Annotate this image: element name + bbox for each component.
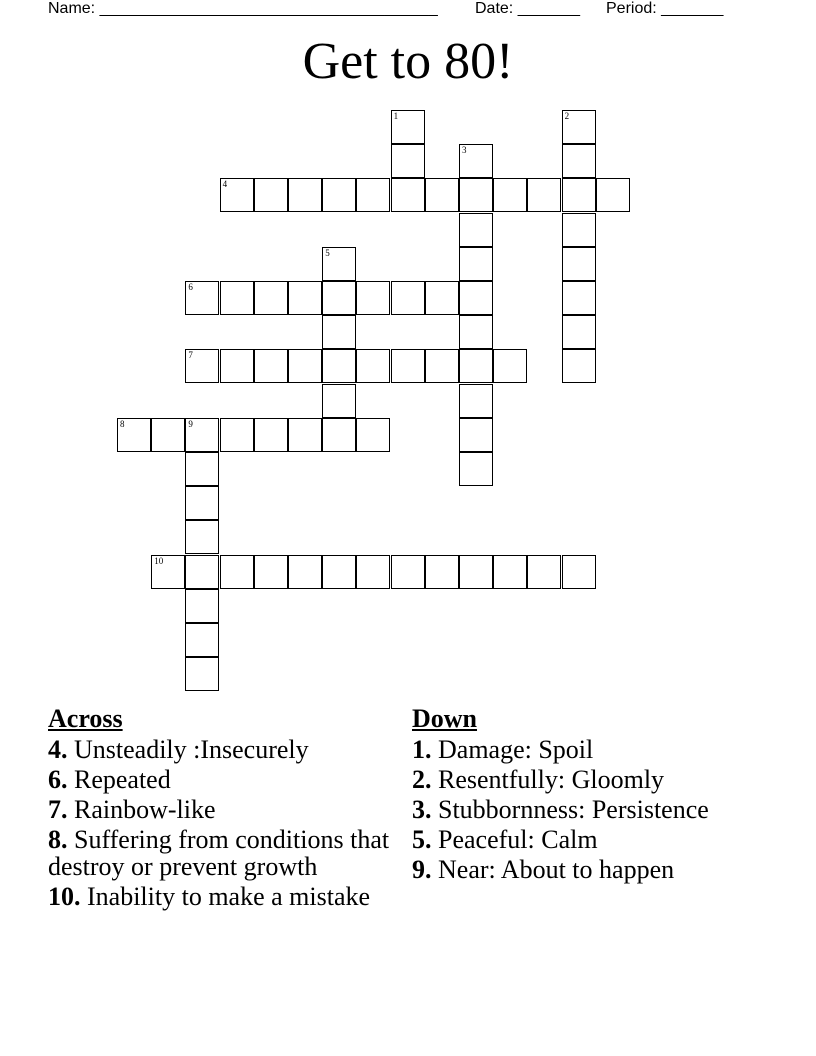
grid-cell[interactable] [185, 657, 219, 691]
grid-cell[interactable] [356, 418, 390, 452]
clue-text: Stubbornness: Persistence [431, 795, 709, 824]
down-clue [412, 796, 772, 823]
grid-cell[interactable] [185, 555, 219, 589]
grid-cell[interactable] [185, 589, 219, 623]
clue-text: Inability to make a mistake [80, 882, 371, 911]
grid-cell[interactable] [220, 418, 254, 452]
down-clue [412, 856, 772, 883]
grid-cell[interactable] [322, 555, 356, 589]
grid-cell[interactable] [459, 178, 493, 212]
grid-cell[interactable] [459, 452, 493, 486]
grid-cell[interactable] [322, 315, 356, 349]
clue-text: Repeated [67, 765, 171, 794]
across-clue [48, 796, 398, 823]
grid-cell[interactable] [562, 213, 596, 247]
grid-cell[interactable] [288, 418, 322, 452]
grid-cell[interactable] [356, 555, 390, 589]
down-heading: Down [412, 704, 478, 733]
grid-cell[interactable] [254, 555, 288, 589]
down-clue [412, 736, 772, 763]
clue-number-label: 8 [120, 418, 125, 429]
across-clue [48, 766, 398, 793]
clue-text: Unsteadily :Insecurely [67, 735, 309, 764]
grid-cell[interactable] [185, 520, 219, 554]
grid-cell[interactable] [562, 349, 596, 383]
clue-number: 10. [48, 882, 81, 911]
across-clues [48, 704, 398, 913]
grid-cell[interactable] [596, 178, 630, 212]
grid-cell[interactable] [562, 315, 596, 349]
grid-cell[interactable] [493, 349, 527, 383]
across-clue [48, 736, 398, 763]
clue-number-label: 4 [222, 179, 228, 190]
grid-cell[interactable] [220, 349, 254, 383]
grid-cell[interactable] [185, 486, 219, 520]
clue-text: Peaceful: Calm [431, 825, 598, 854]
grid-cell[interactable] [391, 144, 425, 178]
page-title: Get to 80! [302, 33, 514, 90]
grid-cell[interactable] [254, 178, 288, 212]
grid-cell[interactable] [459, 418, 493, 452]
grid-cell[interactable] [288, 349, 322, 383]
grid-cell[interactable] [562, 178, 596, 212]
name-field[interactable]: Name: ______________________________________ [48, 0, 438, 17]
grid-cell[interactable] [459, 144, 493, 178]
grid-cell[interactable] [391, 178, 425, 212]
grid-cell[interactable] [459, 281, 493, 315]
grid-cell[interactable] [356, 349, 390, 383]
grid-cell[interactable] [459, 384, 493, 418]
grid-cell[interactable] [425, 349, 459, 383]
grid-cell[interactable] [322, 349, 356, 383]
grid-cell[interactable] [459, 213, 493, 247]
grid-cell[interactable] [493, 555, 527, 589]
grid-cell[interactable] [562, 144, 596, 178]
grid-cell[interactable] [391, 555, 425, 589]
across-clue [48, 883, 398, 910]
grid-cell[interactable] [254, 281, 288, 315]
grid-cell[interactable] [288, 281, 322, 315]
clue-number-label: 3 [462, 145, 467, 156]
grid-cell[interactable] [562, 281, 596, 315]
grid-cell[interactable] [117, 418, 151, 452]
grid-cell[interactable] [493, 178, 527, 212]
clue-text: Suffering from conditions that destroy or prevent growth [48, 825, 390, 881]
grid-cell[interactable] [459, 247, 493, 281]
grid-cell[interactable] [185, 623, 219, 657]
grid-cell[interactable] [254, 349, 288, 383]
grid-cell[interactable] [391, 281, 425, 315]
grid-cell[interactable] [562, 555, 596, 589]
across-heading: Across [48, 704, 123, 733]
date-field[interactable]: Date: _______ [475, 0, 580, 17]
clue-number: 2. [412, 765, 432, 794]
grid-cell[interactable] [220, 178, 254, 212]
grid-cell[interactable] [185, 281, 219, 315]
grid-cell[interactable] [322, 384, 356, 418]
grid-cell[interactable] [288, 555, 322, 589]
clue-number: 7. [48, 795, 68, 824]
down-clue [412, 766, 772, 793]
grid-cell[interactable] [356, 178, 390, 212]
clue-number: 4. [48, 735, 68, 764]
clue-number-label: 7 [188, 350, 193, 361]
grid-cell[interactable] [562, 247, 596, 281]
grid-cell[interactable] [322, 178, 356, 212]
clue-number-label: 2 [564, 111, 570, 121]
grid-cell[interactable] [220, 555, 254, 589]
grid-cell[interactable] [322, 281, 356, 315]
grid-cell[interactable] [459, 315, 493, 349]
grid-cell[interactable] [185, 452, 219, 486]
grid-cell[interactable] [425, 178, 459, 212]
grid-cell[interactable] [425, 281, 459, 315]
grid-cell[interactable] [459, 349, 493, 383]
grid-cell[interactable] [391, 349, 425, 383]
clue-text: Rainbow-like [67, 795, 216, 824]
grid-cell[interactable] [527, 178, 561, 212]
grid-cell[interactable] [356, 281, 390, 315]
clue-number-label: 5 [325, 247, 330, 258]
grid-cell[interactable] [185, 349, 219, 383]
grid-cell[interactable] [391, 110, 425, 144]
clue-number: 8. [48, 825, 68, 854]
clue-number-label: 6 [188, 282, 193, 292]
clue-text: Near: About to happen [431, 855, 675, 884]
clue-text: Resentfully: Gloomly [431, 765, 665, 794]
grid-cell[interactable] [322, 418, 356, 452]
grid-cell[interactable] [425, 555, 459, 589]
clue-text: Damage: Spoil [431, 735, 594, 764]
clue-number: 9. [412, 855, 432, 884]
down-clue [412, 826, 772, 853]
grid-cell[interactable] [220, 281, 254, 315]
grid-cell[interactable] [288, 178, 322, 212]
clue-number: 5. [412, 825, 432, 854]
grid-cell[interactable] [254, 418, 288, 452]
grid-cell[interactable] [459, 555, 493, 589]
clue-number-label: 1 [393, 111, 399, 121]
clue-number: 1. [412, 735, 432, 764]
clue-number-label: 10 [154, 555, 164, 566]
grid-cell[interactable] [322, 247, 356, 281]
grid-cell[interactable] [562, 110, 596, 144]
period-field[interactable]: Period: _______ [606, 0, 724, 17]
grid-cell[interactable] [527, 555, 561, 589]
across-clue [48, 826, 398, 880]
clue-number: 6. [48, 765, 68, 794]
grid-cell[interactable] [151, 418, 185, 452]
clue-number-label: 9 [188, 418, 193, 429]
grid-cell[interactable] [185, 418, 219, 452]
clue-number: 3. [412, 795, 432, 824]
grid-cell[interactable] [151, 555, 185, 589]
down-clues [412, 704, 772, 886]
